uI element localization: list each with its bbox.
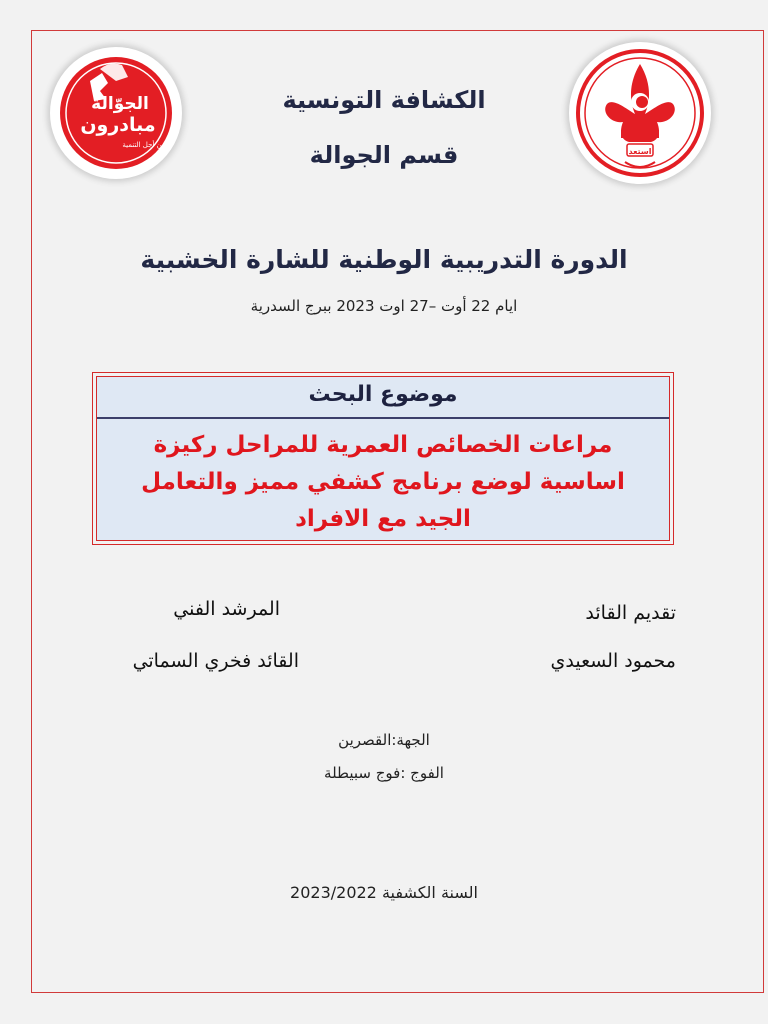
research-topic-box xyxy=(92,372,674,545)
organization-title: الكشافة التونسية xyxy=(282,86,486,114)
department-title: قسم الجوالة xyxy=(309,141,459,169)
course-title: الدورة التدريبية الوطنية للشارة الخشبية xyxy=(140,245,628,274)
course-dates: ايام 22 أوت –27 اوت 2023 ببرج السدرية xyxy=(250,297,518,315)
logo-left-text-bottom: مبادرون xyxy=(80,114,156,136)
presenter-name: محمود السعيدي xyxy=(550,650,676,672)
topic-line-2: اساسية لوضع برنامج كشفي مميز والتعامل xyxy=(141,469,625,495)
logo-right-text: استعد xyxy=(628,147,652,156)
logo-left-caption: من أجل التنمية xyxy=(122,141,166,149)
topic-text xyxy=(97,419,669,538)
troop-label: الفوج :فوج سبيطلة xyxy=(324,764,444,782)
presenter-role: تقديم القائد xyxy=(585,602,676,624)
research-topic-inner xyxy=(96,376,670,541)
region-label: الجهة:القصرين xyxy=(338,731,430,749)
topic-line-3: الجيد مع الافراد xyxy=(295,506,471,532)
topic-line-1: مراعات الخصائص العمرية للمراحل ركيزة xyxy=(153,432,613,458)
supervisor-role: المرشد الفني xyxy=(173,598,280,620)
supervisor-name: القائد فخري السماتي xyxy=(132,650,299,672)
scout-year: السنة الكشفية 2023/2022 xyxy=(290,883,478,902)
logo-left-text-top: الجوّالة xyxy=(91,94,149,114)
topic-heading: موضوع البحث xyxy=(97,377,669,419)
